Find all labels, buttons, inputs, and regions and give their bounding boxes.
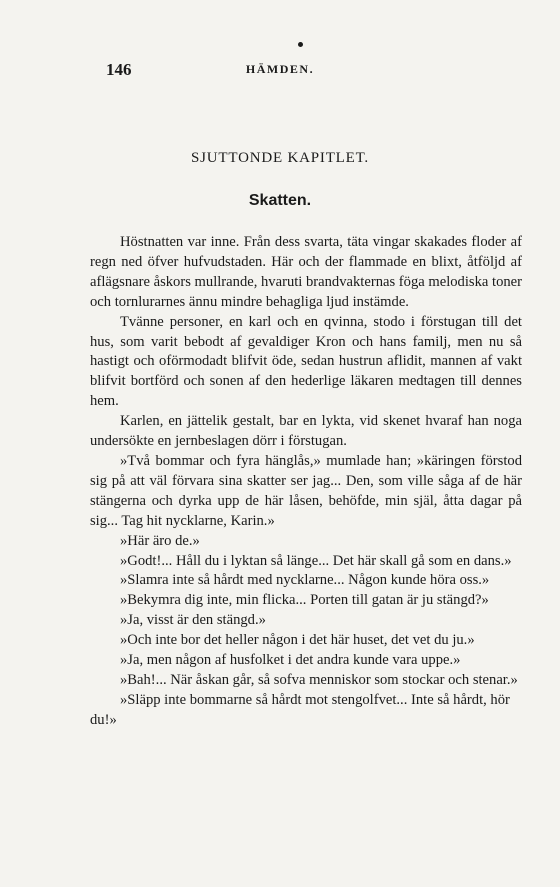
paragraph: »Här äro de.» — [120, 532, 200, 549]
paragraph: Karlen, en jättelik gestalt, bar en lykta, vid skenet hvaraf han noga undersökte en jernbeslagen dörr i förstugan. — [90, 413, 522, 450]
paragraph: »Två bommar och fyra hänglås,» mumlade han; »käringen förstod sig på att väl förvara sina skatter ser jag... Den, som ville såga af de här stängerna och dyrka upp de här låsen, behöfde, min själ, åtta dagar på sig... Tag hit nycklarne, Karin.» — [90, 452, 522, 529]
paragraph: »Släpp inte bommarne så hårdt mot stengolfvet... Inte så hårdt, hör du!» — [90, 691, 510, 728]
paragraph: »Bah!... När åskan går, så sofva menniskor som stockar och stenar.» — [120, 671, 518, 688]
paragraph: Tvänne personer, en karl och en qvinna, stodo i förstugan till det hus, som varit bebodt af gevaldiger Kron och hans familj, men nu så hastigt och oförmodadt blifvit öde, sedan hustrun aflidit, mannen af vakt blifvit bortförd och sonen af den hederlige läkaren medtagen till dennes hem. — [90, 313, 522, 410]
paragraph: »Bekymra dig inte, min flicka... Porten till gatan är ju stängd?» — [120, 592, 489, 609]
paragraph: »Ja, men någon af husfolket i det andra kunde vara uppe.» — [120, 652, 461, 669]
section-title: Skatten. — [248, 192, 312, 209]
chapter-heading: SJUTTONDE KAPITLET. — [191, 150, 369, 166]
paragraph: »Slamra inte så hårdt med nycklarne... Någon kunde höra oss.» — [120, 572, 490, 589]
paragraph: Höstnatten var inne. Från dess svarta, täta vingar skakades floder af regn ned öfver hufvudstaden. Här och der flammade en blixt, åtföljd af aflägsnare åskors mullrande, hvaruti brandvakternas föga melodiska toner och tornlurarnes ännu mindre behagliga ljud instämde. — [90, 234, 522, 310]
paragraph: »Och inte bor det heller någon i det här huset, det vet du ju.» — [120, 632, 475, 649]
ink-dot — [298, 42, 303, 47]
running-head: HÄMDEN. — [245, 62, 315, 76]
paragraph: »Godt!... Håll du i lyktan så länge... Det här skall gå som en dans.» — [120, 552, 512, 569]
page-header — [0, 60, 560, 84]
paragraph: »Ja, visst är den stängd.» — [120, 612, 266, 629]
body-text — [90, 233, 522, 731]
page-number: 146 — [106, 60, 132, 79]
